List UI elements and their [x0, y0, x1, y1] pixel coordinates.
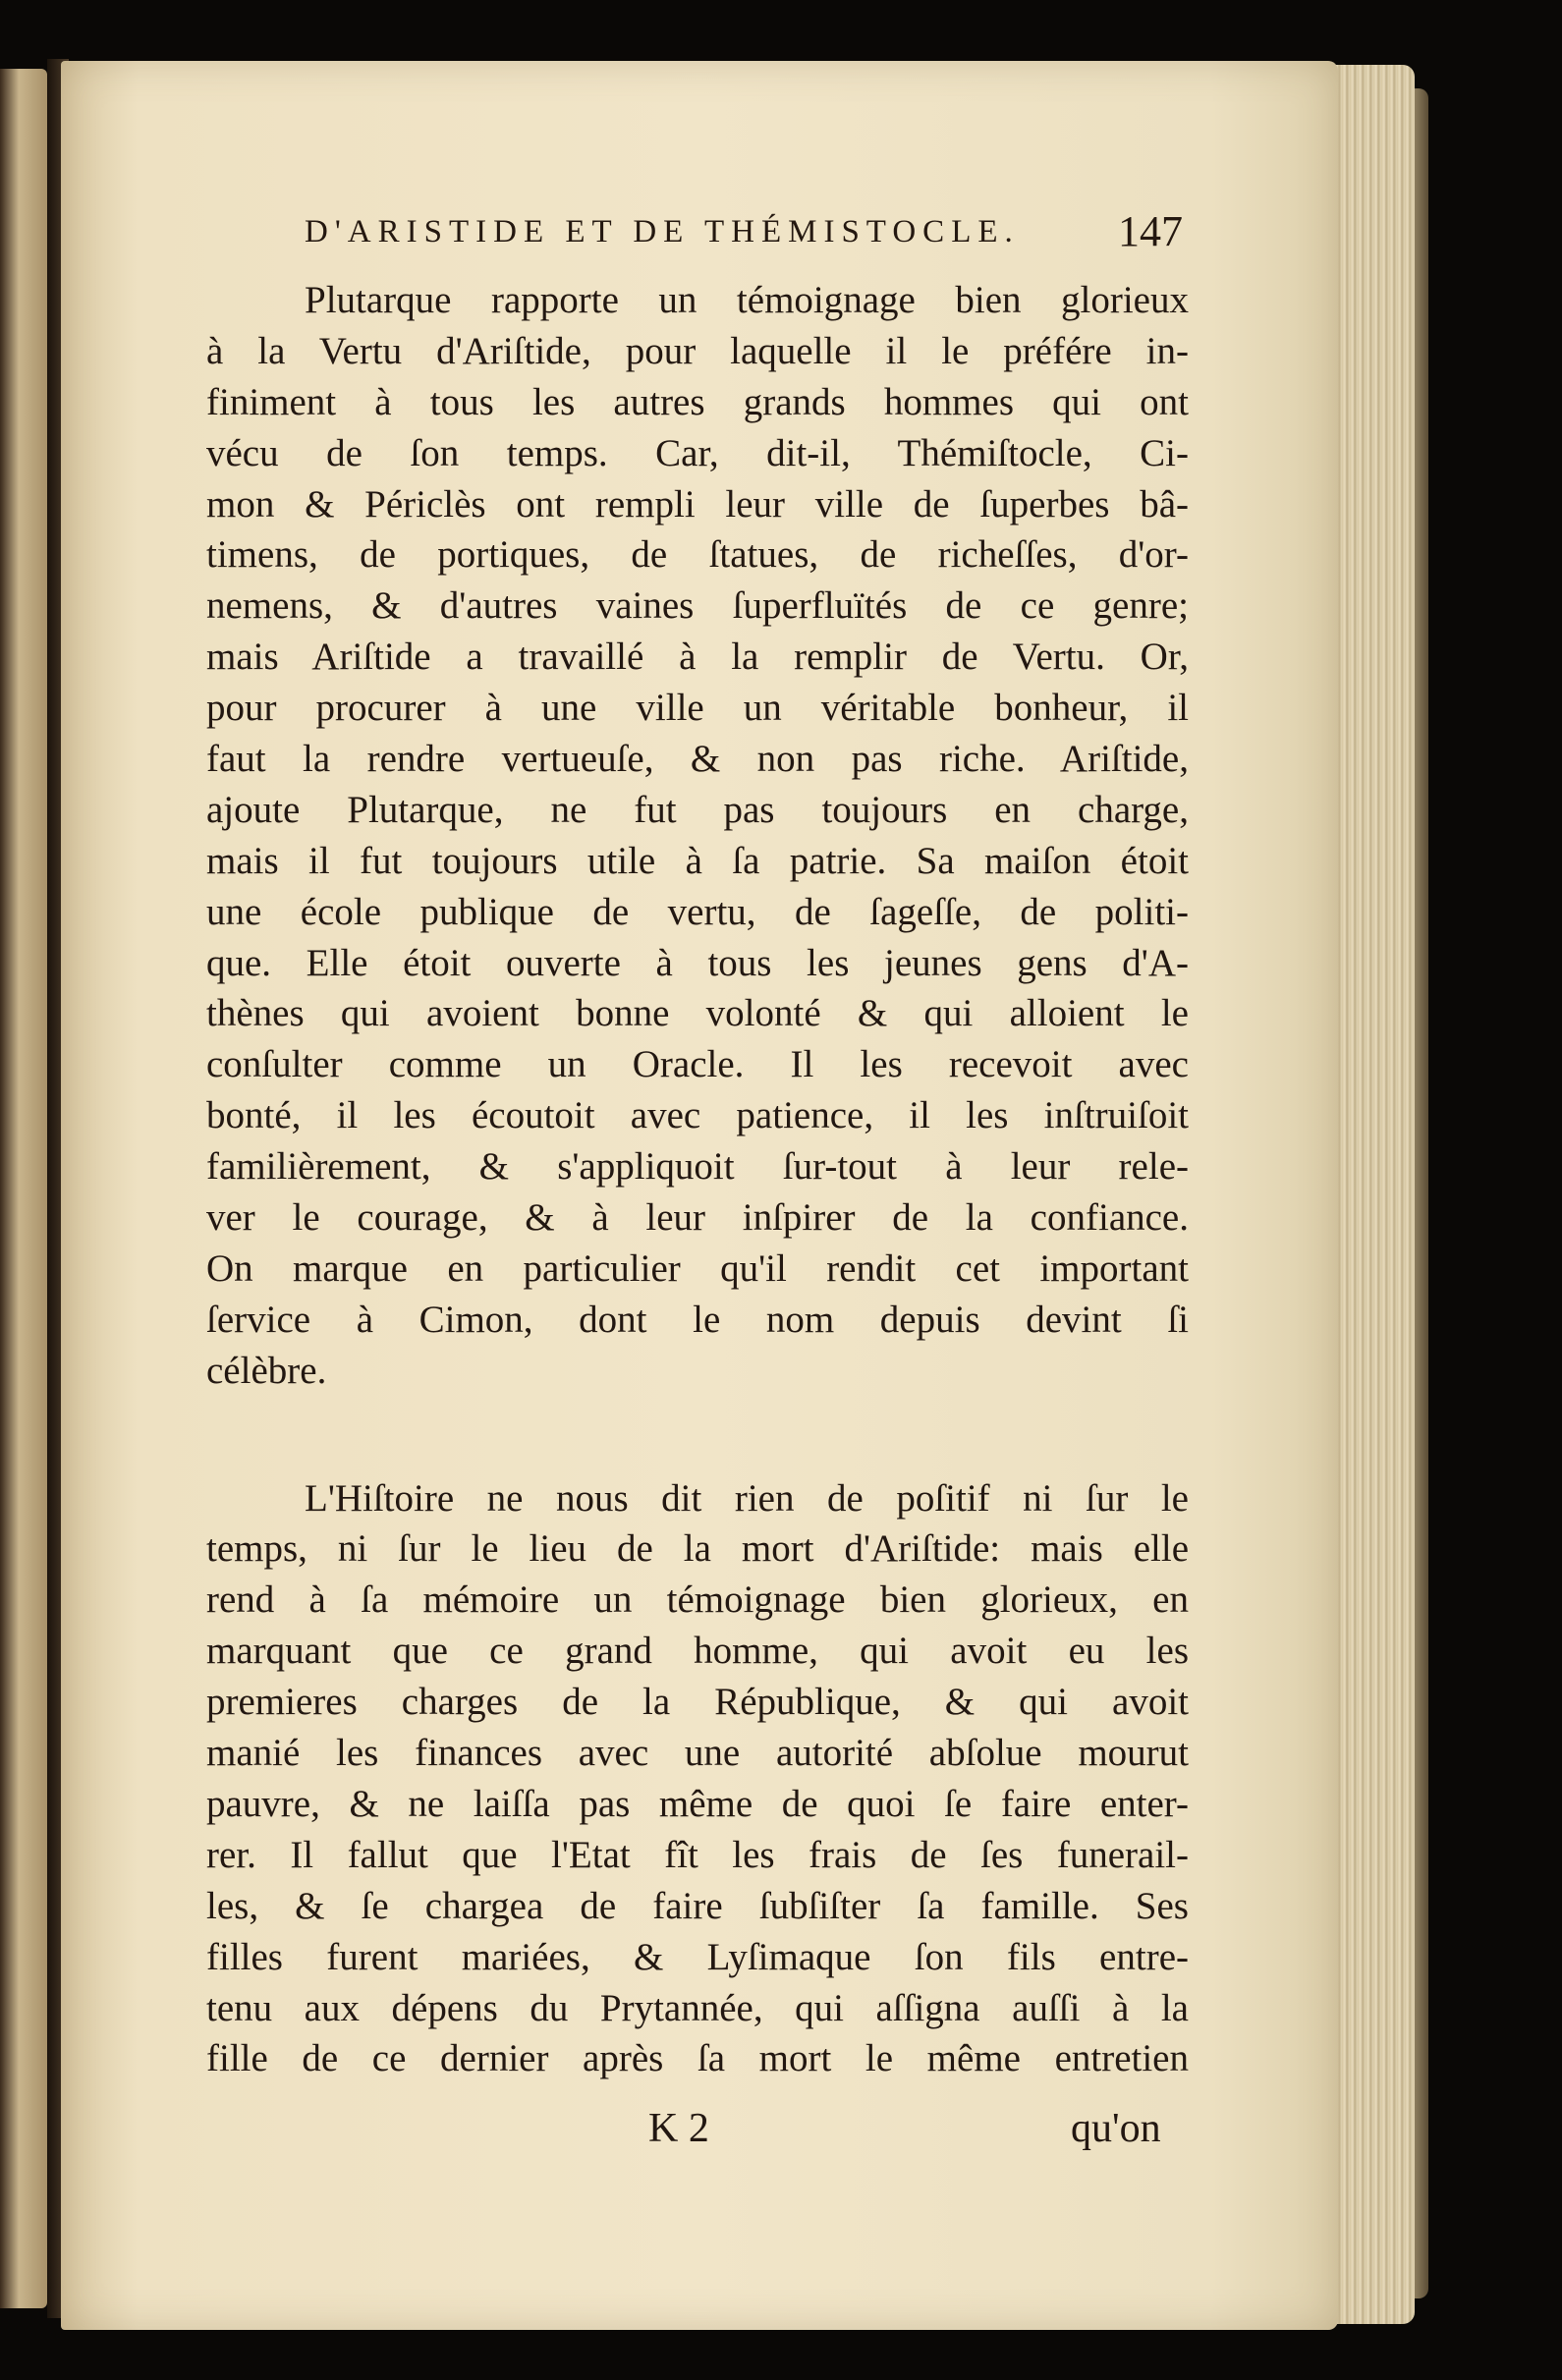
text-line: temps, ni ſur le lieu de la mort d'Ariſtide: mais elle — [206, 1527, 1189, 1571]
page-block-edges — [1326, 65, 1415, 2324]
text-line: ajoute Plutarque, ne fut pas toujours en charge, — [206, 788, 1189, 831]
text-line: thènes qui avoient bonne volonté & qui alloient le — [206, 992, 1189, 1035]
text-line: rer. Il fallut que l'Etat fît les frais de ſes funerail- — [206, 1833, 1189, 1876]
text-line: conſulter comme un Oracle. Il les recevoit avec — [206, 1043, 1189, 1086]
text-line: familièrement, & s'appliquoit ſur-tout à leur rele- — [206, 1145, 1189, 1189]
previous-page-edge — [0, 69, 47, 2308]
text-line: marquant que ce grand homme, qui avoit eu les — [206, 1630, 1189, 1673]
text-line: filles furent mariées, & Lyſimaque ſon fils entre- — [206, 1935, 1189, 1978]
text-line: On marque en particulier qu'il rendit cet important — [206, 1246, 1189, 1290]
text-line: rend à ſa mémoire un témoignage bien glorieux, en — [206, 1578, 1189, 1622]
text-line: pauvre, & ne laiſſa pas même de quoi ſe faire enter- — [206, 1782, 1189, 1825]
paragraph-1 — [206, 275, 1189, 1397]
text-line: manié les finances avec une autorité abſolue mourut — [206, 1732, 1189, 1775]
page-number: 147 — [1118, 207, 1183, 255]
text-line: timens, de portiques, de ſtatues, de richeſſes, d'or- — [206, 533, 1189, 577]
text-line: mais il fut toujours utile à ſa patrie. Sa maiſon étoit — [206, 839, 1189, 882]
text-line: nemens, & d'autres vaines ſuperfluïtés de ce genre; — [206, 584, 1189, 628]
text-line: premieres charges de la République, & qui avoit — [206, 1681, 1189, 1724]
text-line: une école publique de vertu, de ſageſſe, de politi- — [206, 890, 1189, 933]
text-line: fille de ce dernier après ſa mort le même entretien — [206, 2037, 1189, 2080]
paragraph-2 — [206, 1473, 1189, 2085]
book-fore-edge — [1415, 88, 1428, 2298]
text-line: faut la rendre vertueuſe, & non pas riche. Ariſtide, — [206, 738, 1189, 781]
text-line: à la Vertu d'Ariſtide, pour laquelle il le préfére in- — [206, 329, 1189, 372]
text-line: Plutarque rapporte un témoignage bien glorieux — [305, 279, 1189, 321]
text-line: tenu aux dépens du Prytannée, qui aſſigna auſſi à la — [206, 1986, 1189, 2029]
text-line: mais Ariſtide a travaillé à la remplir de Vertu. Or, — [206, 636, 1189, 679]
text-line: pour procurer à une ville un véritable bonheur, il — [206, 687, 1189, 730]
text-line: bonté, il les écoutoit avec patience, il les inſtruiſoit — [206, 1094, 1189, 1137]
signature-mark: K 2 — [648, 2106, 709, 2151]
body-text — [206, 275, 1189, 2084]
text-line: L'Hiſtoire ne nous dit rien de poſitif ni ſur le — [305, 1476, 1189, 1520]
catchword: qu'on — [1071, 2106, 1161, 2151]
running-head: D'ARISTIDE ET DE THÉMISTOCLE. — [305, 214, 1020, 249]
text-line: finiment à tous les autres grands hommes qui ont — [206, 380, 1189, 423]
paragraph-gap — [206, 1397, 1189, 1473]
text-line: ver le courage, & à leur inſpirer de la confiance. — [206, 1196, 1189, 1240]
text-line: célèbre. — [206, 1349, 327, 1392]
text-line: que. Elle étoit ouverte à tous les jeunes gens d'A- — [206, 941, 1189, 984]
text-line: vécu de ſon temps. Car, dit-il, Thémiſtocle, Ci- — [206, 431, 1189, 474]
text-line: ſervice à Cimon, dont le nom depuis devint ſi — [206, 1298, 1189, 1341]
text-line: les, & ſe chargea de faire ſubſiſter ſa famille. Ses — [206, 1884, 1189, 1927]
text-line: mon & Périclès ont rempli leur ville de ſuperbes bâ- — [206, 482, 1189, 526]
